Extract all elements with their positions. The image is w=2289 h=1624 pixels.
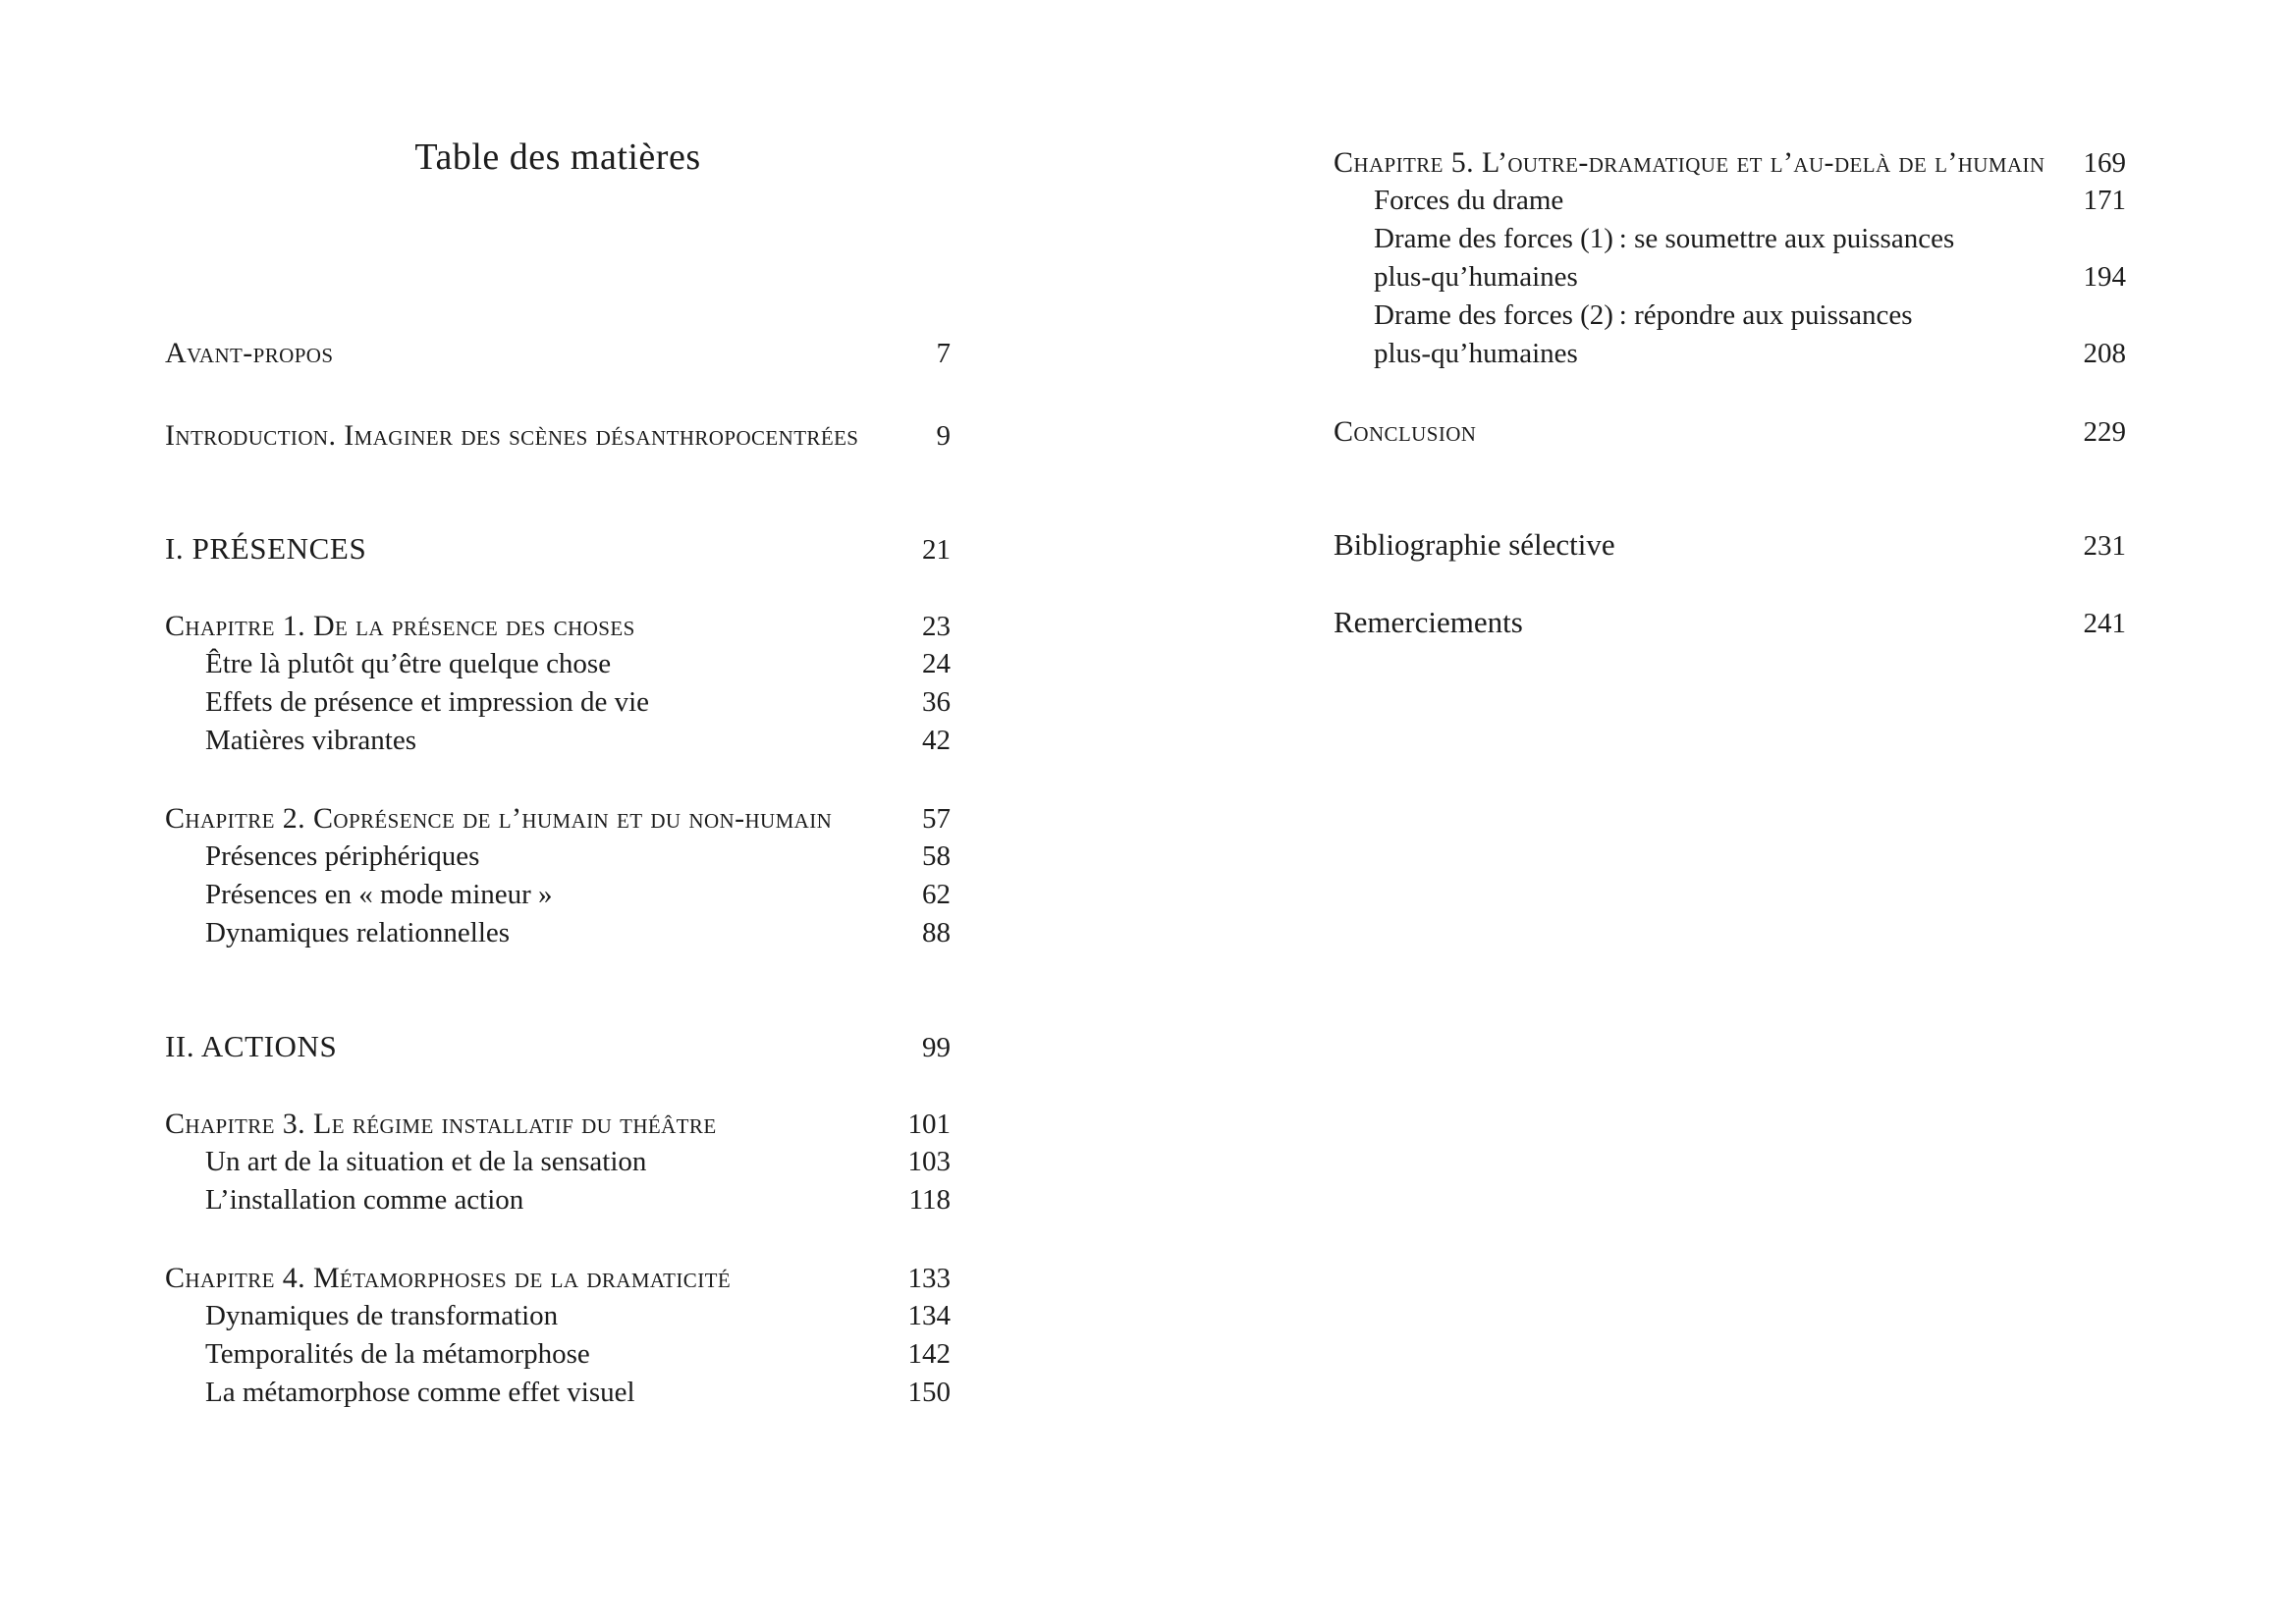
toc-entry-label: Temporalités de la métamorphose: [205, 1338, 590, 1370]
toc-entry-page: 101: [907, 1109, 951, 1140]
toc-entry: [165, 1027, 951, 1065]
toc-entry-label: Introduction. Imaginer des scènes désanthropocentrées: [165, 419, 859, 452]
toc-entry-page: 42: [922, 725, 951, 756]
toc-entry: [165, 416, 951, 455]
toc-entry: [1334, 603, 2126, 641]
toc-entry: [1334, 412, 2126, 451]
toc-entry-label: Un art de la situation et de la sensation: [205, 1146, 647, 1177]
toc-entry-page: 171: [2083, 185, 2126, 216]
toc-entry-page: 133: [907, 1263, 951, 1294]
toc-entry: [165, 799, 951, 838]
toc-entry: [1334, 143, 2126, 182]
toc-entry: [165, 683, 951, 722]
toc-entry: [1334, 258, 2126, 297]
toc-entry-page: 58: [922, 840, 951, 872]
toc-entry-page: 23: [922, 611, 951, 642]
toc-entry: [165, 1143, 951, 1181]
toc-entry-label: Matières vibrantes: [205, 725, 417, 756]
toc-entry-page: 57: [922, 803, 951, 835]
toc-left-column: [165, 334, 951, 1412]
toc-entry-page: 24: [922, 648, 951, 679]
toc-entry: [165, 1105, 951, 1143]
toc-entry-page: 99: [922, 1032, 951, 1063]
page-title: Table des matières: [414, 136, 701, 178]
toc-entry: [165, 1374, 951, 1412]
toc-entry: [1334, 335, 2126, 373]
toc-entry: [165, 607, 951, 645]
toc-entry-label: Dynamiques de transformation: [205, 1300, 559, 1331]
toc-entry-label: II. ACTIONS: [165, 1029, 338, 1063]
toc-entry-page: 134: [907, 1300, 951, 1331]
toc-entry-label: Chapitre 4. Métamorphoses de la dramaticité: [165, 1262, 732, 1294]
toc-entry: [1334, 182, 2126, 220]
toc-entry-label: Présences périphériques: [205, 840, 480, 872]
toc-entry-page: 229: [2083, 416, 2126, 448]
toc-entry-label: Conclusion: [1334, 415, 1477, 448]
toc-entry-page: 118: [908, 1184, 951, 1216]
toc-entry-label: L’installation comme action: [205, 1184, 524, 1216]
toc-entry-page: 36: [922, 686, 951, 718]
toc-entry-label: Être là plutôt qu’être quelque chose: [205, 648, 612, 679]
toc-entry-label: plus-qu’humaines: [1374, 261, 1578, 293]
toc-entry-label: I. PRÉSENCES: [165, 531, 367, 566]
toc-entry-page: 9: [936, 420, 951, 452]
toc-entry: [165, 1259, 951, 1297]
toc-entry-label: Avant-propos: [165, 337, 334, 369]
toc-entry-page: 103: [907, 1146, 951, 1177]
toc-entry: [165, 334, 951, 372]
toc-entry-label: Drame des forces (1) : se soumettre aux puissances: [1374, 223, 1955, 254]
toc-entry-label: La métamorphose comme effet visuel: [205, 1377, 635, 1408]
toc-entry-label: Chapitre 1. De la présence des choses: [165, 610, 635, 642]
toc-entry-page: 142: [907, 1338, 951, 1370]
toc-entry-label: Chapitre 3. Le régime installatif du théâtre: [165, 1108, 717, 1140]
toc-entry: [165, 876, 951, 914]
toc-entry-page: 231: [2083, 530, 2126, 562]
toc-entry-page: 62: [922, 879, 951, 910]
toc-entry: [1334, 220, 2126, 258]
toc-entry-label: Effets de présence et impression de vie: [205, 686, 650, 718]
toc-entry-page: 21: [922, 534, 951, 566]
toc-entry-page: 241: [2083, 608, 2126, 639]
toc-entry-page: 88: [922, 917, 951, 948]
toc-entry: [165, 914, 951, 952]
toc-entry: [165, 722, 951, 760]
toc-entry: [1334, 297, 2126, 335]
toc-entry-label: Présences en « mode mineur »: [205, 879, 553, 910]
toc-entry: [165, 1181, 951, 1219]
toc-entry: [165, 1297, 951, 1335]
toc-entry: [165, 645, 951, 683]
toc-entry: [165, 838, 951, 876]
toc-entry-label: Chapitre 5. L’outre-dramatique et l’au-delà de l’humain: [1334, 146, 2045, 179]
toc-entry-label: Bibliographie sélective: [1334, 527, 1615, 562]
toc-entry-label: Dynamiques relationnelles: [205, 917, 511, 948]
toc-entry: [165, 529, 951, 568]
toc-entry: [1334, 525, 2126, 564]
toc-entry-page: 150: [907, 1377, 951, 1408]
toc-entry-label: Remerciements: [1334, 605, 1523, 639]
toc-right-column: [1334, 143, 2126, 641]
toc-entry-page: 208: [2083, 338, 2126, 369]
toc-entry-page: 194: [2083, 261, 2126, 293]
toc-entry: [165, 1335, 951, 1374]
toc-entry-label: Forces du drame: [1374, 185, 1564, 216]
toc-entry-label: Chapitre 2. Coprésence de l’humain et du non-humain: [165, 802, 833, 835]
toc-entry-page: 169: [2083, 147, 2126, 179]
toc-entry-label: plus-qu’humaines: [1374, 338, 1578, 369]
toc-entry-page: 7: [936, 338, 951, 369]
toc-entry-label: Drame des forces (2) : répondre aux puissances: [1374, 299, 1913, 331]
